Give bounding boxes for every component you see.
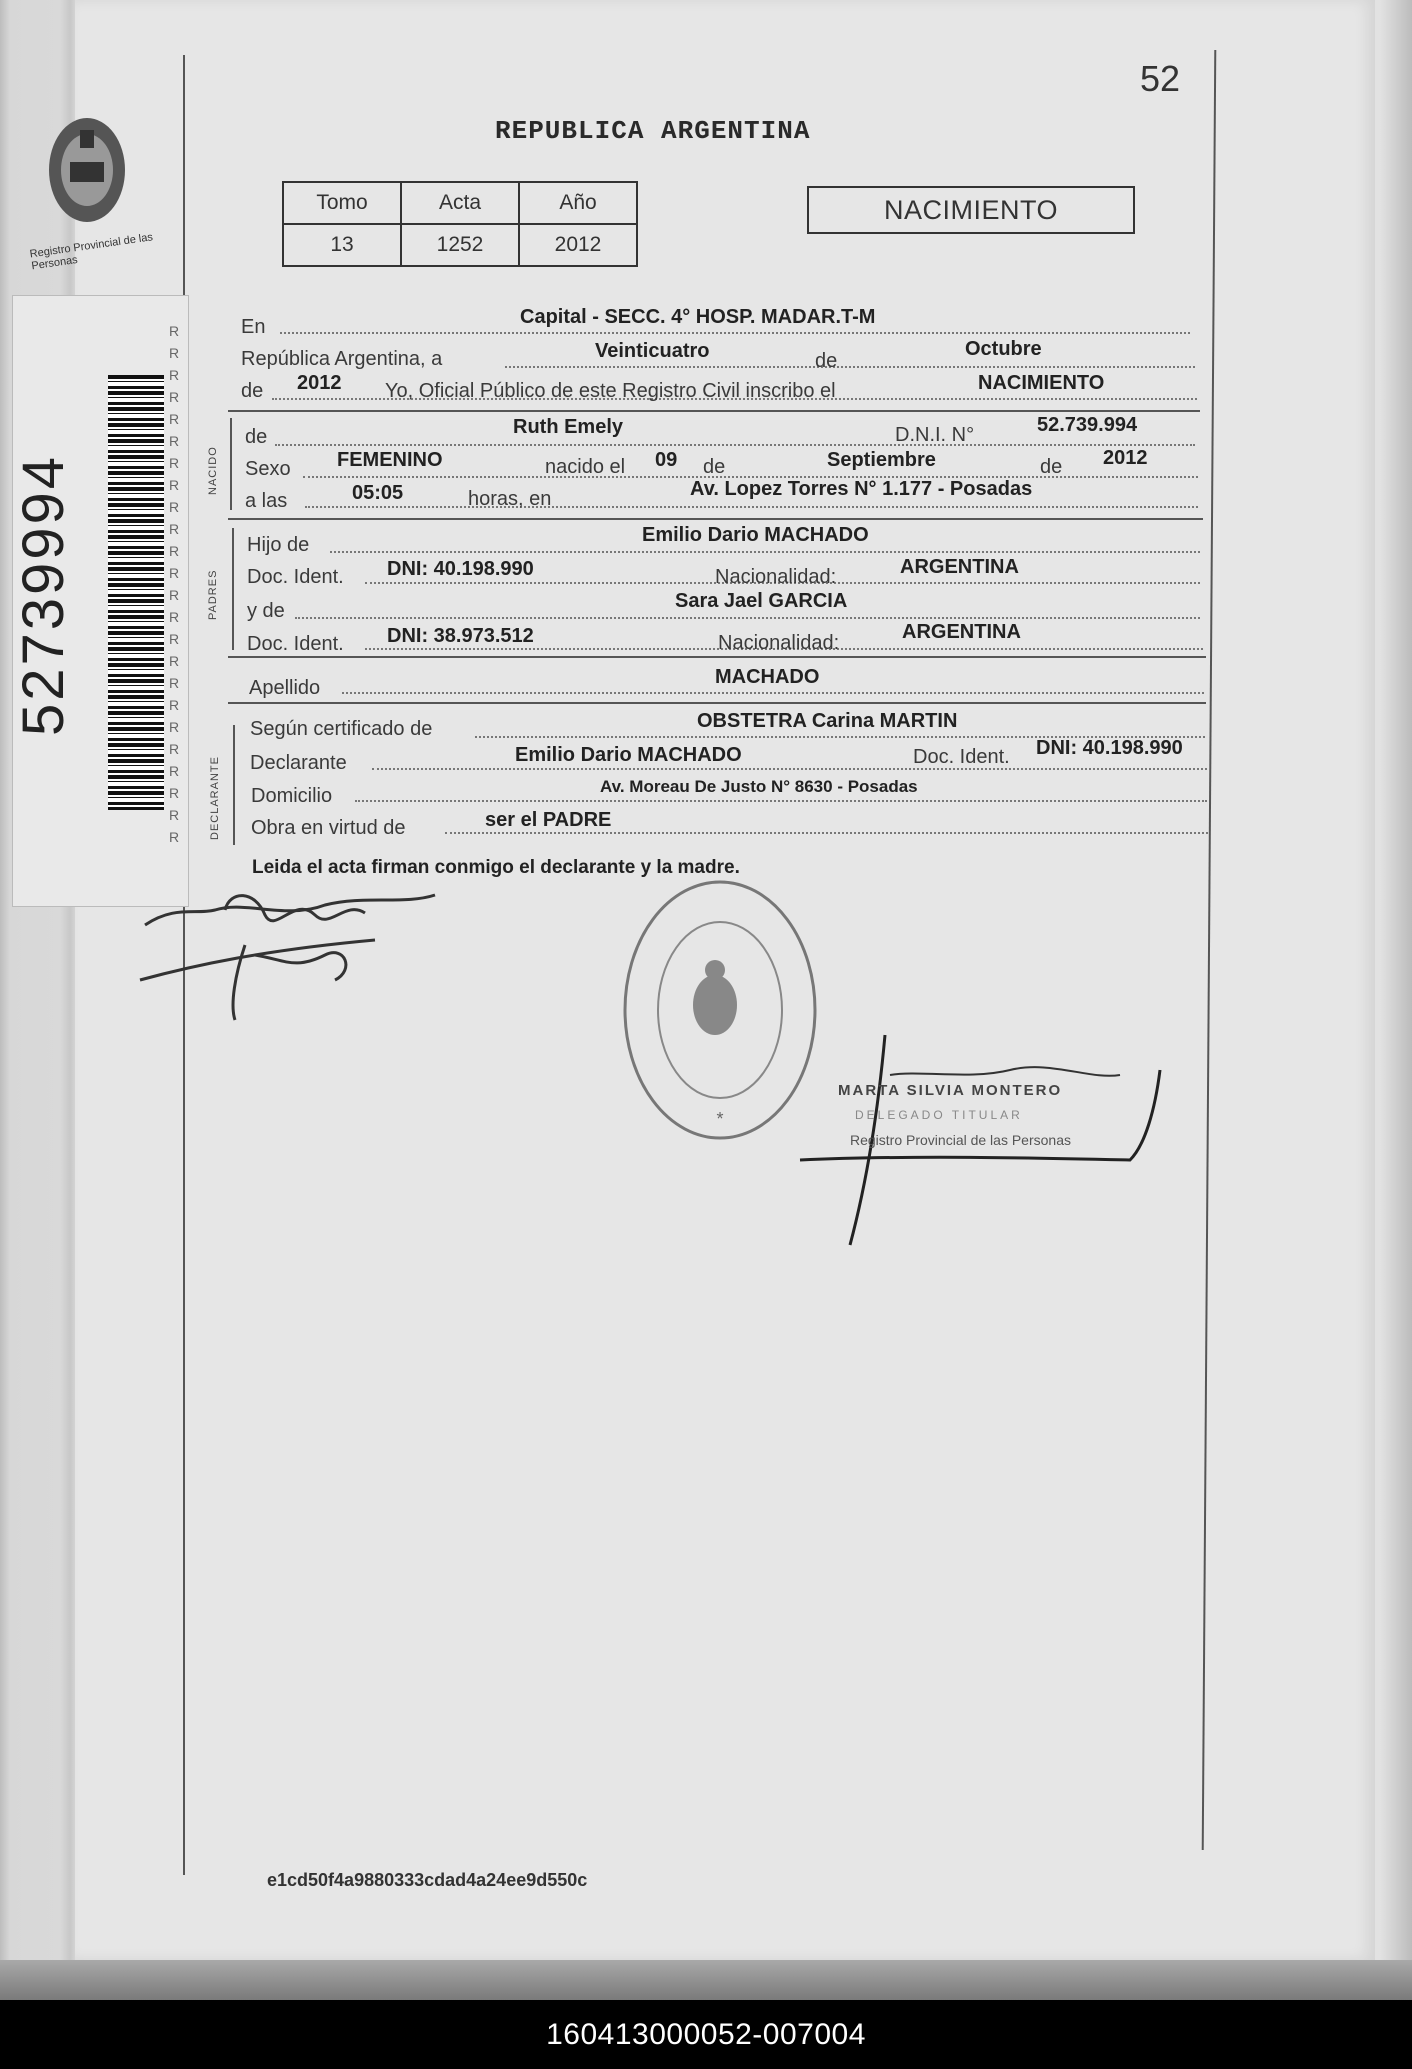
father-name: Emilio Dario MACHADO	[642, 524, 869, 546]
barcode	[108, 375, 164, 810]
mother-nationality: ARGENTINA	[902, 621, 1021, 643]
event-type: NACIMIENTO	[978, 372, 1105, 394]
page-number: 52	[1140, 58, 1181, 99]
dotted-line	[305, 506, 1198, 508]
surname-label: Apellido	[249, 677, 321, 699]
declarant-name: Emilio Dario MACHADO	[515, 744, 742, 766]
closing-statement: Leida el acta firman conmigo el declarante y la madre.	[252, 857, 740, 878]
de-label: de	[241, 380, 264, 402]
book-edge	[0, 1960, 1412, 2000]
declarant-relation: ser el PADRE	[485, 809, 612, 831]
registry-emblem-icon	[42, 110, 132, 240]
child-dni: 52.739.994	[1037, 414, 1138, 436]
section-bracket	[233, 725, 235, 845]
mother-name: Sara Jael GARCIA	[675, 590, 848, 612]
at-label: a las	[245, 490, 288, 512]
footer-id-strip	[0, 2000, 1412, 2069]
dotted-line	[275, 444, 1195, 446]
republic-label: República Argentina, a	[241, 348, 443, 370]
officer-text: Yo, Oficial Público de este Registro Civil inscribo el	[385, 380, 836, 402]
document-hash: e1cd50f4a9880333cdad4a24ee9d550c	[267, 1870, 588, 1890]
section-divider	[228, 656, 1206, 658]
official-organization: Registro Provincial de las Personas	[850, 1132, 1071, 1148]
dotted-line	[295, 617, 1200, 619]
father-nationality: ARGENTINA	[900, 556, 1019, 578]
de-label: de	[1040, 456, 1063, 478]
registry-table	[282, 181, 638, 267]
child-de-label: de	[245, 426, 268, 448]
day-in-words: Veinticuatro	[595, 340, 710, 362]
dotted-line	[505, 366, 1195, 368]
father-document: DNI: 40.198.990	[387, 558, 534, 580]
child-dni-label: D.N.I. N°	[895, 424, 975, 446]
section-declarante-label: DECLARANTE	[209, 756, 221, 840]
document-title: REPUBLICA ARGENTINA	[495, 116, 811, 146]
certificate-issuer: OBSTETRA Carina MARTIN	[697, 710, 958, 732]
registry-office: Capital - SECC. 4° HOSP. MADAR.T-M	[520, 306, 876, 328]
acting-as-label: Obra en virtud de	[251, 817, 406, 839]
section-bracket	[230, 418, 232, 510]
sex-label: Sexo	[245, 458, 291, 480]
birth-time: 05:05	[352, 482, 404, 504]
doc-label: Doc. Ident.	[247, 566, 344, 588]
month: Octubre	[965, 338, 1042, 360]
and-of-label: y de	[247, 600, 285, 622]
footer-id: 160413000052-007004	[546, 2017, 866, 2051]
section-divider	[228, 702, 1206, 704]
official-name: MARTA SILVIA MONTERO	[838, 1082, 1063, 1099]
section-bracket	[232, 528, 234, 650]
mother-document: DNI: 38.973.512	[387, 625, 534, 647]
nationality-label: Nacionalidad:	[715, 566, 837, 588]
hours-label: horas, en	[468, 488, 552, 510]
declarant-label: Declarante	[250, 752, 347, 774]
born-label: nacido el	[545, 456, 626, 478]
birth-place: Av. Lopez Torres N° 1.177 - Posadas	[690, 478, 1033, 500]
doc-label: Doc. Ident.	[913, 746, 1010, 768]
anio-value: 2012	[519, 224, 637, 266]
dotted-line	[330, 551, 1200, 553]
birth-day: 09	[655, 449, 678, 471]
declarant-document: DNI: 40.198.990	[1036, 737, 1183, 759]
de-label: de	[703, 456, 726, 478]
acta-value: 1252	[401, 224, 519, 266]
section-padres-label: PADRES	[207, 569, 219, 620]
child-name: Ruth Emely	[513, 416, 624, 438]
address-label: Domicilio	[251, 785, 333, 807]
dotted-line	[372, 768, 1207, 770]
column-tomo: Tomo	[283, 182, 401, 224]
surname-value: MACHADO	[715, 666, 820, 688]
en-label: En	[241, 316, 266, 338]
year: 2012	[297, 372, 342, 394]
dotted-line	[445, 832, 1208, 834]
birth-year: 2012	[1103, 447, 1148, 469]
dotted-line	[342, 692, 1204, 694]
nationality-label: Nacionalidad:	[718, 632, 840, 654]
side-id-number: 52739994	[11, 453, 76, 737]
record-type-box: NACIMIENTO	[807, 186, 1135, 234]
svg-text:*: *	[716, 1109, 724, 1129]
section-divider	[228, 518, 1203, 520]
emblem-caption: Registro Provincial de las Personas	[29, 231, 154, 273]
birth-month: Septiembre	[827, 449, 936, 471]
son-of-label: Hijo de	[247, 534, 310, 556]
certificate-label: Según certificado de	[250, 718, 433, 740]
official-role: DELEGADO TITULAR	[855, 1108, 1023, 1122]
doc-label: Doc. Ident.	[247, 633, 344, 655]
child-sex: FEMENINO	[337, 449, 443, 471]
declarant-signature	[135, 885, 445, 1025]
column-anio: Año	[519, 182, 637, 224]
dotted-line	[280, 332, 1190, 334]
dotted-line	[355, 800, 1207, 802]
section-divider	[228, 410, 1200, 412]
column-acta: Acta	[401, 182, 519, 224]
tomo-value: 13	[283, 224, 401, 266]
section-nacido-label: NACIDO	[207, 446, 219, 495]
security-pattern-strip: RRRRRRRRRRRRRRRRRRRRRRRR	[168, 323, 180, 845]
declarant-address: Av. Moreau De Justo N° 8630 - Posadas	[600, 777, 918, 796]
de-label: de	[815, 350, 838, 372]
